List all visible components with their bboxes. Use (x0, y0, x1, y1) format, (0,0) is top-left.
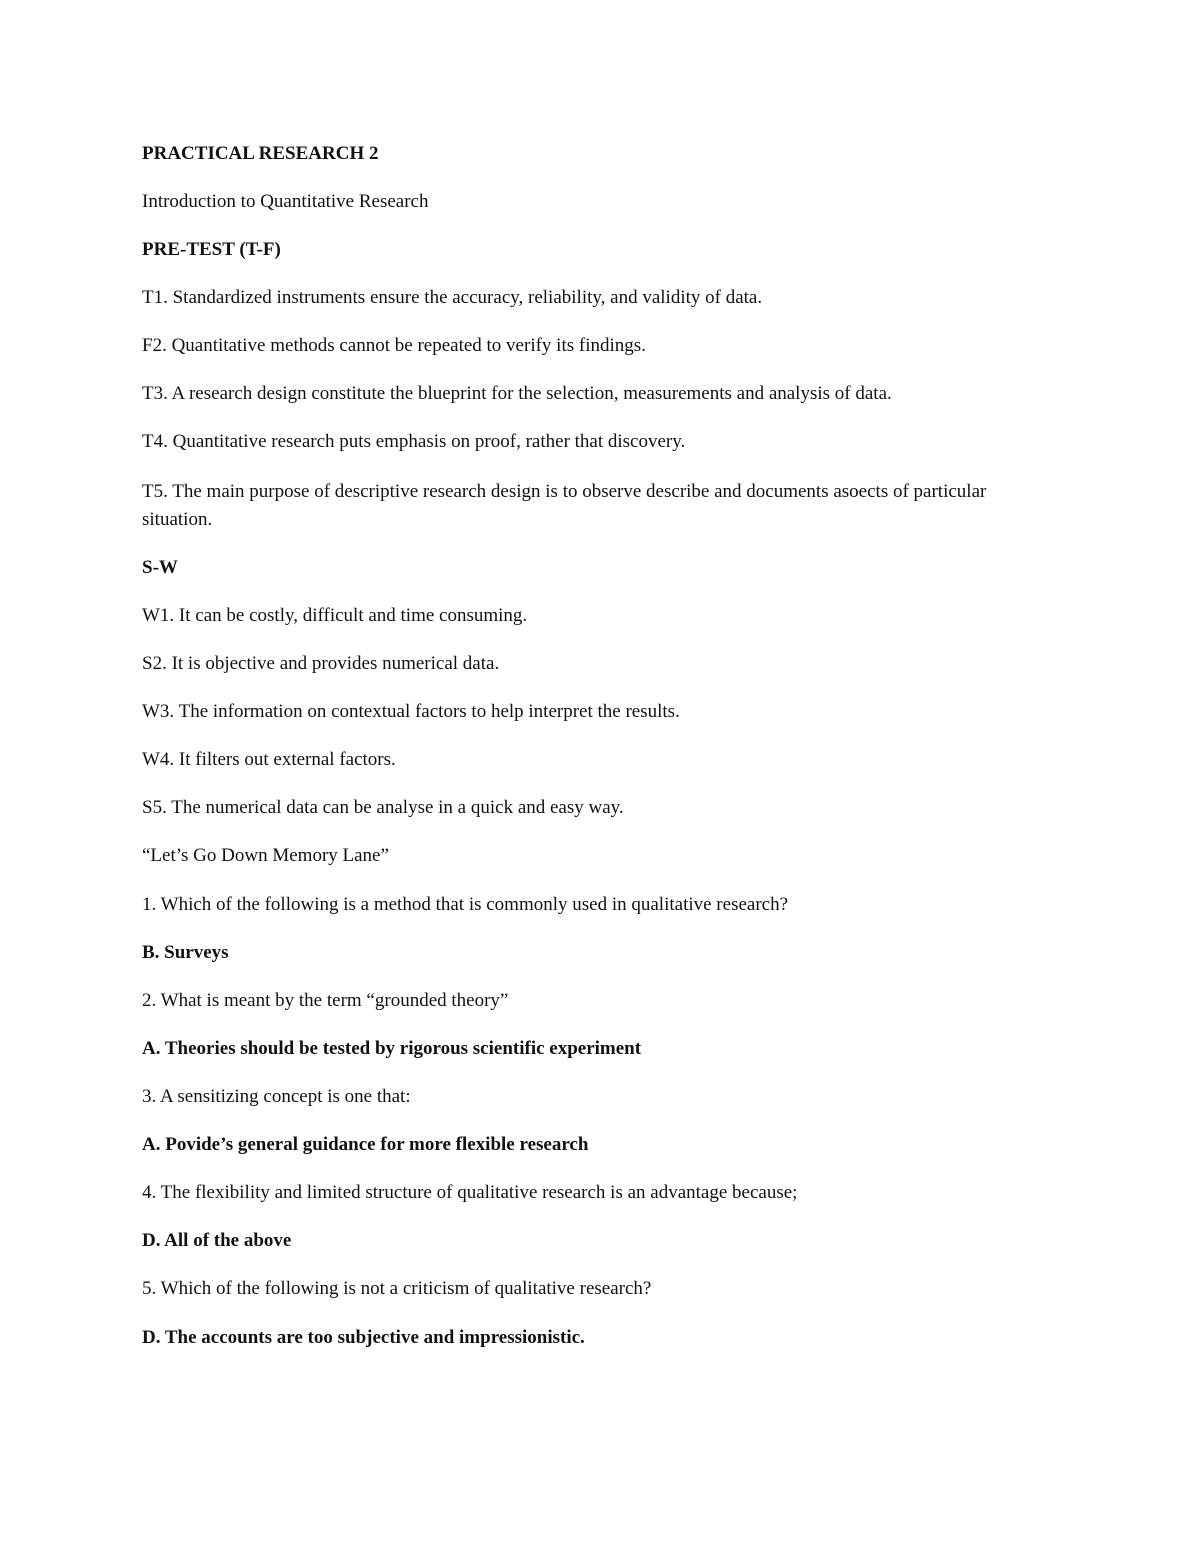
sw-item: W4. It filters out external factors. (142, 749, 396, 770)
sw-item: W3. The information on contextual factors to help interpret the results. (142, 701, 680, 722)
sw-heading: S-W (142, 557, 178, 578)
answer-text: D. The accounts are too subjective and impressionistic. (142, 1327, 585, 1348)
sw-item: S2. It is objective and provides numerical data. (142, 653, 500, 674)
answer-text: A. Theories should be tested by rigorous scientific experiment (142, 1038, 642, 1059)
tf-item: T5. The main purpose of descriptive research design is to observe describe and documents asoects of particular situation. (142, 481, 987, 530)
question-text: 1. Which of the following is a method that is commonly used in qualitative research? (142, 894, 789, 915)
sw-item: W1. It can be costly, difficult and time consuming. (142, 605, 528, 626)
answer-text: A. Povide’s general guidance for more flexible research (142, 1134, 589, 1155)
question-text: 4. The flexibility and limited structure of qualitative research is an advantage because; (142, 1182, 798, 1203)
tf-item: F2. Quantitative methods cannot be repeated to verify its findings. (142, 335, 646, 356)
memory-lane-heading: “Let’s Go Down Memory Lane” (142, 845, 389, 866)
document-title: PRACTICAL RESEARCH 2 (142, 143, 379, 164)
answer-text: D. All of the above (142, 1230, 292, 1251)
tf-item: T1. Standardized instruments ensure the accuracy, reliability, and validity of data. (142, 287, 763, 308)
question-text: 2. What is meant by the term “grounded theory” (142, 990, 509, 1011)
question-text: 5. Which of the following is not a criticism of qualitative research? (142, 1278, 652, 1299)
answer-text: B. Surveys (142, 942, 229, 963)
question-text: 3. A sensitizing concept is one that: (142, 1086, 411, 1107)
tf-item: T3. A research design constitute the blueprint for the selection, measurements and analysis of data. (142, 383, 892, 404)
tf-item: T4. Quantitative research puts emphasis on proof, rather that discovery. (142, 431, 686, 452)
document-subtitle: Introduction to Quantitative Research (142, 191, 429, 212)
sw-item: S5. The numerical data can be analyse in a quick and easy way. (142, 797, 624, 818)
pretest-heading: PRE-TEST (T-F) (142, 239, 281, 260)
